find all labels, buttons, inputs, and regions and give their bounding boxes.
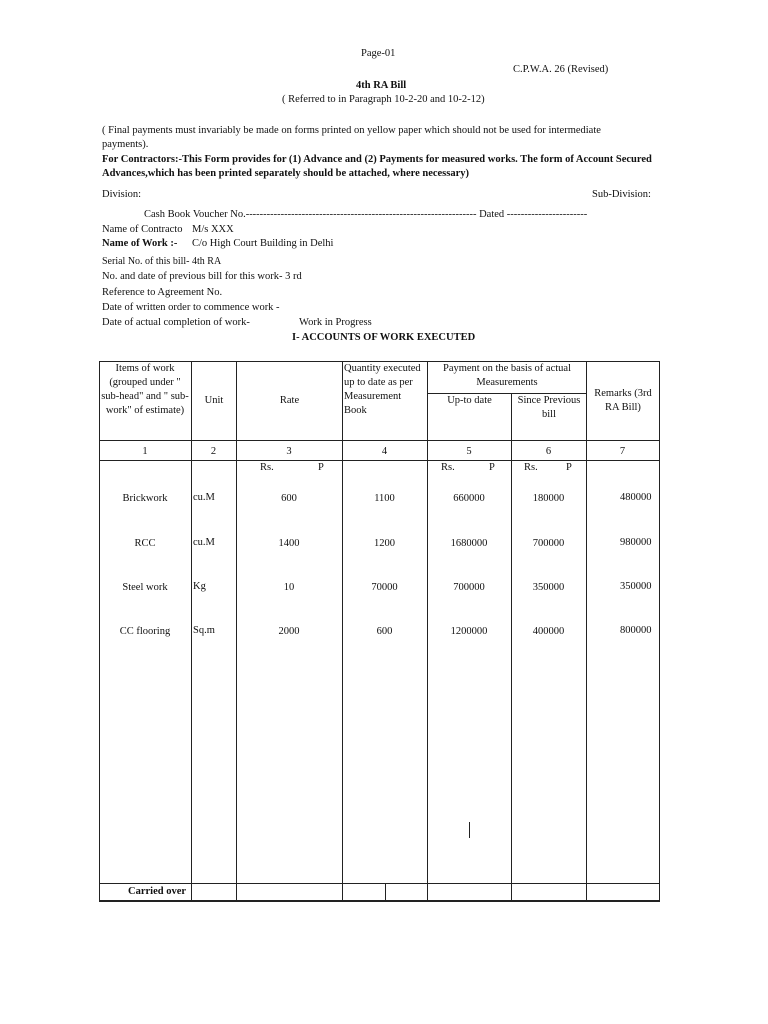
item-unit: Kg <box>193 581 206 592</box>
final-payments-note: ( Final payments must invariably be made on forms printed on yellow paper which should not be used for intermediate payments). <box>102 125 601 150</box>
item-since: 350000 <box>532 582 565 593</box>
upto-rs: Rs. <box>441 462 455 473</box>
item-quantity: 70000 <box>371 582 398 593</box>
rate-p: P <box>318 462 324 473</box>
item-upto: 660000 <box>453 493 485 504</box>
agreement-reference: Reference to Agreement No. <box>102 287 223 298</box>
item-rate: 2000 <box>278 626 300 637</box>
item-since: 180000 <box>532 493 565 504</box>
cash-book-voucher: Cash Book Voucher No.------------------------------------------------------------------ Dated ----------------------- <box>144 209 588 220</box>
header-upto-date: Up-to date <box>447 395 492 406</box>
item-upto: 1200000 <box>450 626 488 637</box>
item-name: CC flooring <box>119 626 171 637</box>
col-number: 1 <box>142 446 148 457</box>
since-rs: Rs. <box>524 462 538 473</box>
upto-p: P <box>489 462 495 473</box>
commence-order-date: Date of written order to commence work - <box>102 302 280 313</box>
item-name: Steel work <box>122 582 168 593</box>
item-rate: 10 <box>283 582 295 593</box>
work-value: C/o High Court Building in Delhi <box>192 238 334 249</box>
item-remarks: 800000 <box>620 625 652 636</box>
contractors-note: For Contractors:-This Form provides for (1) Advance and (2) Payments for measured works. The form of Account Secured Advances,which has been printed separately should be attached, where necessary) <box>102 154 652 179</box>
subdivision-label: Sub-Division: <box>592 189 651 200</box>
item-remarks: 480000 <box>620 492 652 503</box>
page-number: Page-01 <box>361 48 396 59</box>
header-remarks: Remarks (3rd RA Bill) <box>594 388 652 413</box>
header-items-of-work: Items of work (grouped under " sub-head" and " sub-work" of estimate) <box>101 363 189 416</box>
col-number: 6 <box>545 446 552 457</box>
item-rate: 600 <box>281 493 297 504</box>
item-unit: cu.M <box>193 537 215 548</box>
header-unit: Unit <box>204 395 224 406</box>
item-unit: Sq.m <box>193 625 215 636</box>
col-number: 3 <box>286 446 292 457</box>
contractor-value: M/s XXX <box>192 224 234 235</box>
completion-value: Work in Progress <box>299 317 372 328</box>
item-since: 400000 <box>532 626 565 637</box>
completion-label: Date of actual completion of work- <box>102 317 250 328</box>
division-label: Division: <box>102 189 142 200</box>
item-name: RCC <box>134 538 156 549</box>
rate-rs: Rs. <box>260 462 274 473</box>
since-p: P <box>566 462 572 473</box>
header-rate: Rate <box>279 395 300 406</box>
item-upto: 1680000 <box>450 538 488 549</box>
work-label: Name of Work :- <box>102 238 178 249</box>
document-title: 4th RA Bill <box>356 80 407 91</box>
item-quantity: 1100 <box>374 493 395 504</box>
col-number: 2 <box>210 446 217 457</box>
item-quantity: 1200 <box>374 538 395 549</box>
col-number: 4 <box>381 446 388 457</box>
header-payment: Payment on the basis of actual Measurements <box>442 363 571 388</box>
section-title: I- ACCOUNTS OF WORK EXECUTED <box>292 332 476 343</box>
contractor-label: Name of Contracto <box>102 224 183 235</box>
item-remarks: 350000 <box>620 581 652 592</box>
item-unit: cu.M <box>193 492 215 503</box>
item-remarks: 980000 <box>620 537 652 548</box>
item-quantity: 600 <box>376 626 393 637</box>
header-quantity: Quantity executed up to date as per Measurement Book <box>344 363 421 416</box>
col-number: 5 <box>466 446 472 457</box>
header-since-previous: Since Previous bill <box>517 395 581 420</box>
serial-number: Serial No. of this bill- 4th RA <box>102 256 222 267</box>
col-number: 7 <box>619 446 626 457</box>
document-subtitle: ( Referred to in Paragraph 10-2-20 and 10-2-12) <box>282 94 485 105</box>
previous-bill: No. and date of previous bill for this work- 3 rd <box>102 271 302 282</box>
form-code: C.P.W.A. 26 (Revised) <box>513 64 609 75</box>
item-name: Brickwork <box>122 493 168 504</box>
item-rate: 1400 <box>278 538 300 549</box>
item-upto: 700000 <box>453 582 485 593</box>
carried-over-label: Carried over <box>128 886 187 897</box>
item-since: 700000 <box>532 538 565 549</box>
